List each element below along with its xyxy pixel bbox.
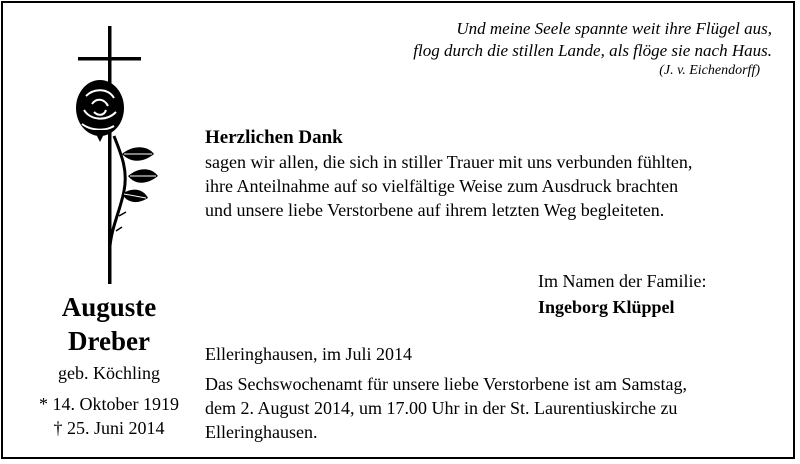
deceased-block <box>14 290 204 440</box>
deceased-dates <box>14 392 204 440</box>
thanks-block <box>205 126 775 222</box>
notice-line: Das Sechswochenamt für unsere liebe Verstorbene ist am Samstag, <box>205 374 688 394</box>
quote-line: flog durch die stillen Lande, als flöge sie nach Haus. <box>413 41 772 60</box>
thanks-line: ihre Anteilnahme auf so vielfältige Weise zum Ausdruck brachten <box>205 176 679 196</box>
quote-author: (J. v. Eichendorff) <box>659 63 760 78</box>
family-signer: Ingeborg Klüppel <box>538 297 675 317</box>
deceased-first-name: Auguste <box>61 292 157 322</box>
family-signature <box>538 268 706 320</box>
thanks-heading: Herzlichen Dank <box>205 127 343 148</box>
birth-date: * 14. Oktober 1919 <box>39 394 179 414</box>
thanks-line: sagen wir allen, die sich in stiller Trauer mit uns verbunden fühlten, <box>205 152 693 172</box>
quote-line: Und meine Seele spannte weit ihre Flügel aus, <box>456 19 772 38</box>
notice-line: dem 2. August 2014, um 17.00 Uhr in der St. Laurentiuskirche zu <box>205 398 678 418</box>
notice-line: Elleringhausen. <box>205 422 318 442</box>
epigraph-quote <box>413 18 772 80</box>
death-date: † 25. Juni 2014 <box>53 418 165 438</box>
place-date: Elleringhausen, im Juli 2014 <box>205 344 412 364</box>
deceased-birth-name: geb. Köchling <box>58 363 160 383</box>
thanks-line: und unsere liebe Verstorbene auf ihrem letzten Weg begleiteten. <box>205 200 665 220</box>
family-intro: Im Namen der Familie: <box>538 271 707 291</box>
service-notice <box>205 372 772 444</box>
deceased-last-name: Dreber <box>68 326 150 356</box>
cross-and-rose-icon <box>64 26 170 288</box>
